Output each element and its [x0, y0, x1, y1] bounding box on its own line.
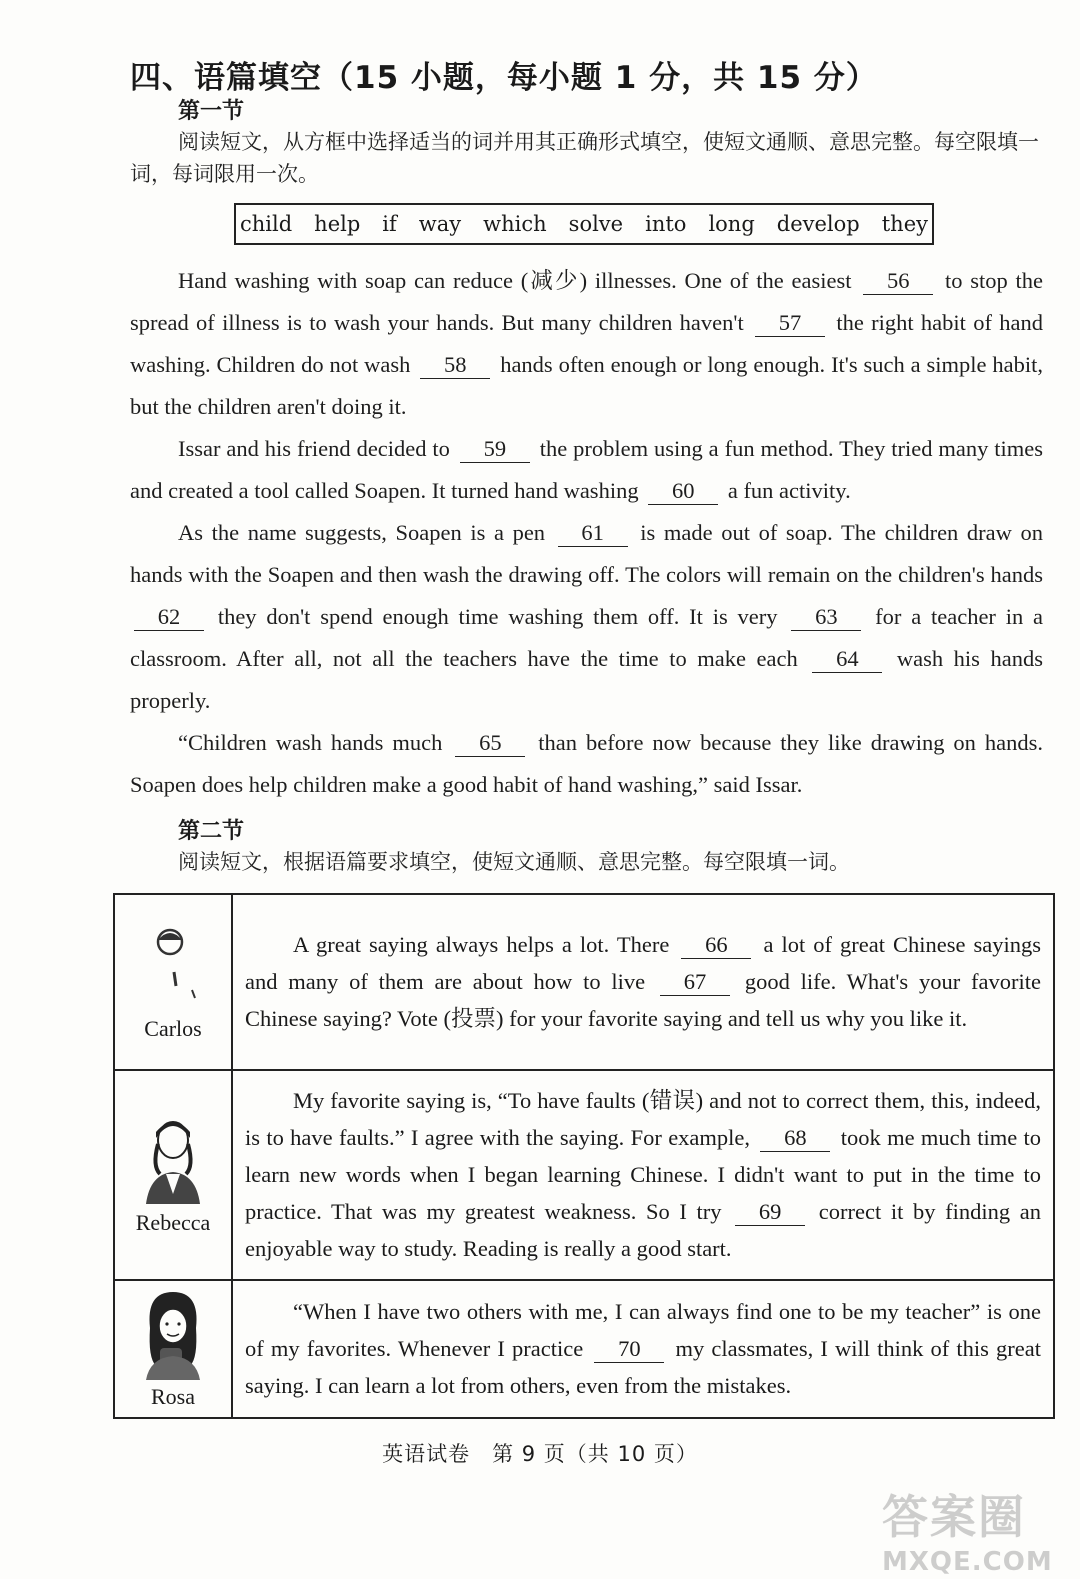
message-cell: “When I have two others with me, I can always find one to be my teacher” is one of my favorites. Whenever I practice 70 my classmates, I will think of this great saying. I can learn a lot from others, even from the mistakes. [232, 1280, 1054, 1418]
passage-part1 [130, 260, 1043, 806]
message-cell: My favorite saying is, “To have faults (错误) and not to correct them, this, indeed, is to have faults.” I agree with the saying. For example, 68 took me much time to learn new words when I began learning Chinese. I didn't want to put in the time to practice. That was my greatest weakness. So I try 69 correct it by finding an enjoyable way to study. Reading is really a good start. [232, 1070, 1054, 1280]
watermark-top: 答案圈 [882, 1490, 1026, 1544]
speaker-cell [114, 1070, 232, 1280]
word-bank-item: long [708, 212, 755, 236]
section-title: 四、语篇填空（15 小题，每小题 1 分，共 15 分） [130, 60, 878, 96]
speaker-cell [114, 894, 232, 1070]
blank-60[interactable]: 60 [648, 478, 718, 505]
word-bank-item: into [645, 212, 687, 236]
table-row [114, 894, 1054, 1070]
blank-59[interactable]: 59 [460, 436, 530, 463]
blank-70[interactable]: 70 [594, 1336, 664, 1363]
page-footer: 英语试卷 第 9 页（共 10 页） [382, 1442, 698, 1466]
carlos-avatar-icon [138, 922, 208, 1012]
blank-61[interactable]: 61 [558, 520, 628, 547]
word-bank-item: if [382, 212, 397, 236]
rebecca-avatar-icon [138, 1114, 208, 1206]
word-bank-item: help [314, 212, 361, 236]
table-row [114, 1280, 1054, 1418]
blank-65[interactable]: 65 [455, 730, 525, 757]
watermark-url: MXQE.COM [882, 1547, 1053, 1577]
word-bank-item: way [418, 212, 462, 236]
blank-69[interactable]: 69 [735, 1199, 805, 1226]
paragraph: “Children wash hands much 65 than before now because they like drawing on hands. Soapen does help children make a good habit of hand washing,” said Issar. [130, 730, 1043, 797]
part2-instruction: 阅读短文，根据语篇要求填空，使短文通顺、意思完整。每空限填一词。 [178, 850, 850, 874]
message-cell: A great saying always helps a lot. There 66 a lot of great Chinese sayings and many of them are about how to live 67 good life. What's your favorite Chinese saying? Vote (投票) for your favorite saying and tell us why you like it. [232, 894, 1054, 1070]
blank-68[interactable]: 68 [760, 1125, 830, 1152]
part1-heading: 第一节 [178, 99, 245, 124]
word-bank-item: they [881, 212, 928, 236]
rosa-avatar-icon [136, 1288, 210, 1380]
speaker-name: Rosa [151, 1384, 195, 1409]
blank-66[interactable]: 66 [681, 932, 751, 959]
paragraph: Hand washing with soap can reduce (减少) illnesses. One of the easiest 56 to stop the spread of illness is to wash your hands. But many children haven't 57 the right habit of hand washing. Children do not wash 58 hands often enough or long enough. It's such a simple habit, but the children aren't doing it. [130, 268, 1044, 419]
blank-62[interactable]: 62 [134, 604, 204, 631]
blank-56[interactable]: 56 [863, 268, 933, 295]
word-bank-item: develop [776, 212, 860, 236]
paragraph: As the name suggests, Soapen is a pen 61 is made out of soap. The children draw on hands with the Soapen and then wash the drawing off. The colors will remain on the children's hands 62 they don't spend enough time washing them off. It is very 63 for a teacher in a classroom. After all, not all the teachers have the time to make each 64 wash his hands properly. [130, 520, 1044, 713]
table-row [114, 1070, 1054, 1280]
sayings-table [113, 893, 1055, 1419]
blank-58[interactable]: 58 [420, 352, 490, 379]
part2-heading: 第二节 [178, 819, 245, 844]
word-bank-item: child [240, 212, 293, 236]
blank-67[interactable]: 67 [660, 969, 730, 996]
word-bank [234, 203, 934, 245]
speaker-name: Carlos [144, 1016, 202, 1041]
blank-64[interactable]: 64 [812, 646, 882, 673]
blank-63[interactable]: 63 [791, 604, 861, 631]
speaker-cell [114, 1280, 232, 1418]
word-bank-item: solve [568, 212, 624, 236]
speaker-name: Rebecca [135, 1210, 211, 1235]
blank-57[interactable]: 57 [755, 310, 825, 337]
part1-instruction: 阅读短文，从方框中选择适当的词并用其正确形式填空，使短文通顺、意思完整。每空限填一词，每词限用一次。 [130, 130, 1039, 186]
watermark-logo [882, 1481, 1062, 1577]
paragraph: Issar and his friend decided to 59 the problem using a fun method. They tried many times and created a tool called Soapen. It turned hand washing 60 a fun activity. [130, 436, 1043, 503]
word-bank-item: which [483, 212, 547, 236]
